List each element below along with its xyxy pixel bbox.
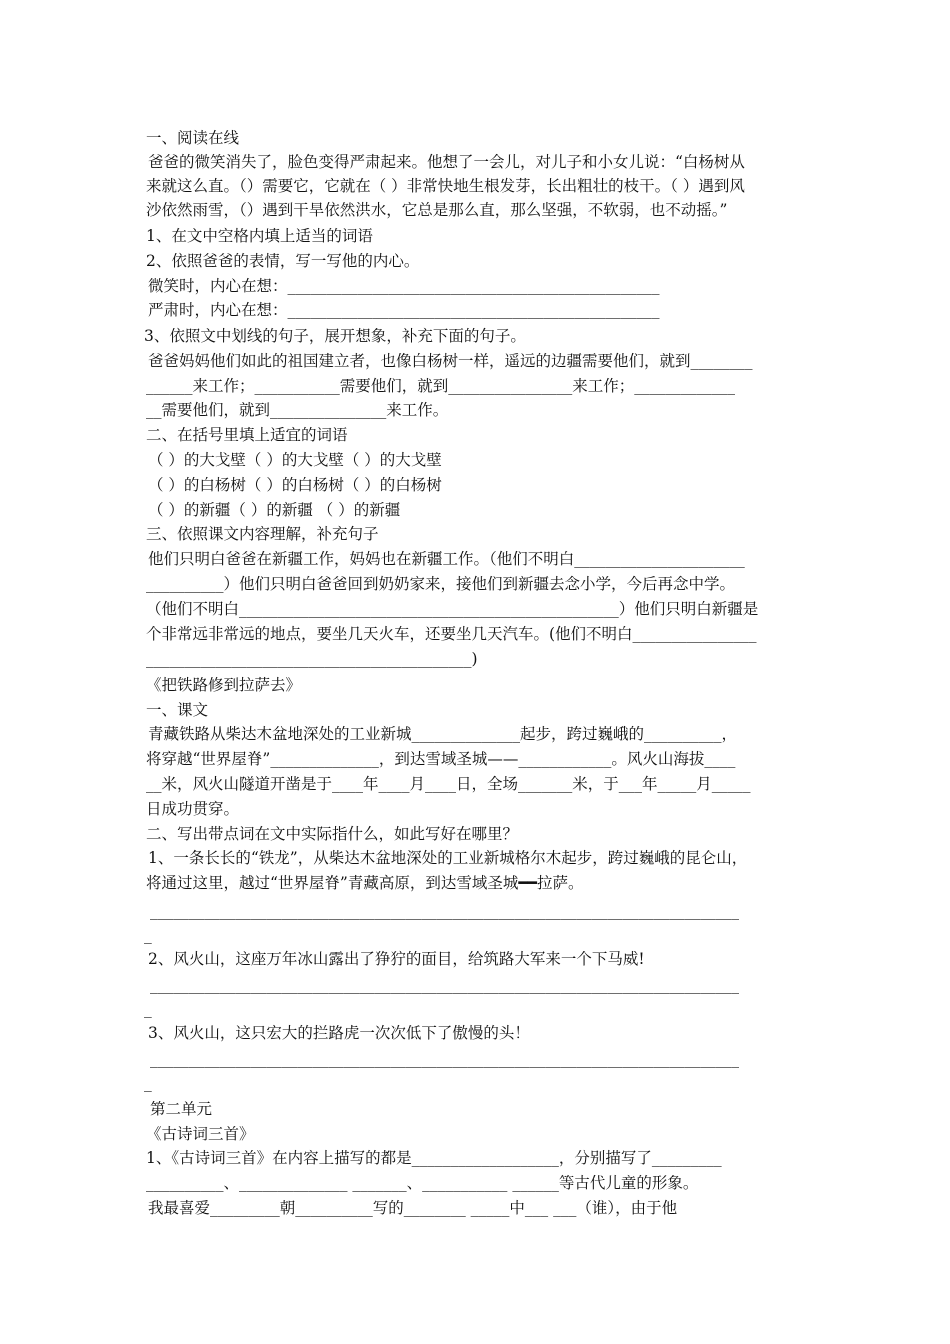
answer-line: ____________________________________________________________________________ <box>150 976 739 994</box>
fill-line: 爸爸妈妈他们如此的祖国建立者，也像白杨树一样，遥远的边疆需要他们，就到________ <box>148 352 753 370</box>
answer-line-tail: _ <box>144 1000 152 1018</box>
question-line: 1、一条长长的“铁龙”，从柴达木盆地深处的工业新城格尔木起步，跨过巍峨的昆仑山， <box>148 849 748 867</box>
lesson-title: 《把铁路修到拉萨去》 <box>146 676 302 694</box>
passage-line: 沙依然雨雪，（）遇到干旱依然洪水，它总是那么直，那么坚强，不软弱，也不动摇。” <box>146 201 728 219</box>
answer-line: ____________________________________________________________________________ <box>150 1050 739 1068</box>
fill-words-row: （ ）的大戈壁（ ）的大戈壁（ ）的大戈壁 <box>148 451 442 469</box>
answer-line: 严肃时，内心在想：________________________________________________ <box>148 301 660 319</box>
section-title-reading: 一、阅读在线 <box>146 129 240 147</box>
poem-question-line: 我最喜爱_________朝__________写的________ _____中___ ___（谁），由于他 <box>148 1199 678 1217</box>
fill-line: __需要他们，就到_______________来工作。 <box>146 401 449 419</box>
complete-line: __________）他们只明白爸爸回到奶奶家来，接他们到新疆去念小学，今后再念中学。 <box>146 575 736 593</box>
complete-line: （他们不明白_________________________________________________）他们只明白新疆是 <box>146 600 759 618</box>
answer-line: ____________________________________________________________________________ <box>150 902 739 920</box>
fill-words-row: （ ）的白杨树（ ）的白杨树（ ）的白杨树 <box>148 476 442 494</box>
railway-line: 将穿越“世界屋脊”______________，到达雪域圣城——____________。风火山海拔____ <box>146 750 736 768</box>
passage-line: 爸爸的微笑消失了，脸色变得严肃起来。他想了一会儿，对儿子和小女儿说：“白杨树从 <box>148 153 745 171</box>
answer-line-tail: _ <box>144 1074 152 1092</box>
section-title-complete: 三、依照课文内容理解，补充句子 <box>146 525 379 543</box>
question-line: 2、依照爸爸的表情，写一写他的内心。 <box>146 252 420 270</box>
complete-line: 个非常远非常远的地点，要坐几天火车，还要坐几天汽车。(他们不明白________________ <box>146 625 757 643</box>
complete-line: __________________________________________) <box>146 650 478 668</box>
section-title-dotted-words: 二、写出带点词在文中实际指什么，如此写好在哪里？ <box>146 825 519 843</box>
question-line: 3、风火山，这只宏大的拦路虎一次次低下了傲慢的头！ <box>148 1024 530 1042</box>
lesson-title: 《古诗词三首》 <box>146 1125 255 1143</box>
poem-question-line: __________、______________ _______、___________ ______等古代儿童的形象。 <box>146 1174 699 1192</box>
passage-line: 来就这么直。（）需要它，它就在（ ）非常快地生根发芽，长出粗壮的枝干。（ ）遇到风 <box>146 177 745 195</box>
poem-question-line: 1、《古诗词三首》在内容上描写的都是___________________，分别描写了_________ <box>146 1149 722 1167</box>
section-title-fill-words: 二、在括号里填上适宜的词语 <box>146 426 348 444</box>
section-title-text: 一、课文 <box>146 701 209 719</box>
question-line: 1、在文中空格内填上适当的词语 <box>146 227 373 245</box>
unit-title: 第二单元 <box>150 1100 213 1118</box>
question-line: 2、风火山，这座万年冰山露出了狰狞的面目，给筑路大军来一个下马威! <box>148 950 645 968</box>
question-line: 3、依照文中划线的句子，展开想象，补充下面的句子。 <box>144 327 526 345</box>
railway-line: 日成功贯穿。 <box>146 800 240 818</box>
complete-line: 他们只明白爸爸在新疆工作，妈妈也在新疆工作。（他们不明白______________________ <box>148 550 745 568</box>
question-line: 将通过这里，越过“世界屋脊”青藏高原，到达雪域圣城━━拉萨。 <box>146 874 584 892</box>
railway-line: 青藏铁路从柴达木盆地深处的工业新城______________起步，跨过巍峨的__________， <box>148 725 738 743</box>
answer-line: 微笑时，内心在想：________________________________________________ <box>148 277 660 295</box>
fill-line: ______来工作；___________需要他们，就到________________来工作；_____________ <box>146 377 736 395</box>
railway-line: __米，风火山隧道开凿是于____年____月____日，全场_______米，于___年_____月_____ <box>146 775 751 793</box>
fill-words-row: （ ）的新疆（ ）的新疆 （ ）的新疆 <box>148 501 401 519</box>
answer-line-tail: _ <box>144 926 152 944</box>
